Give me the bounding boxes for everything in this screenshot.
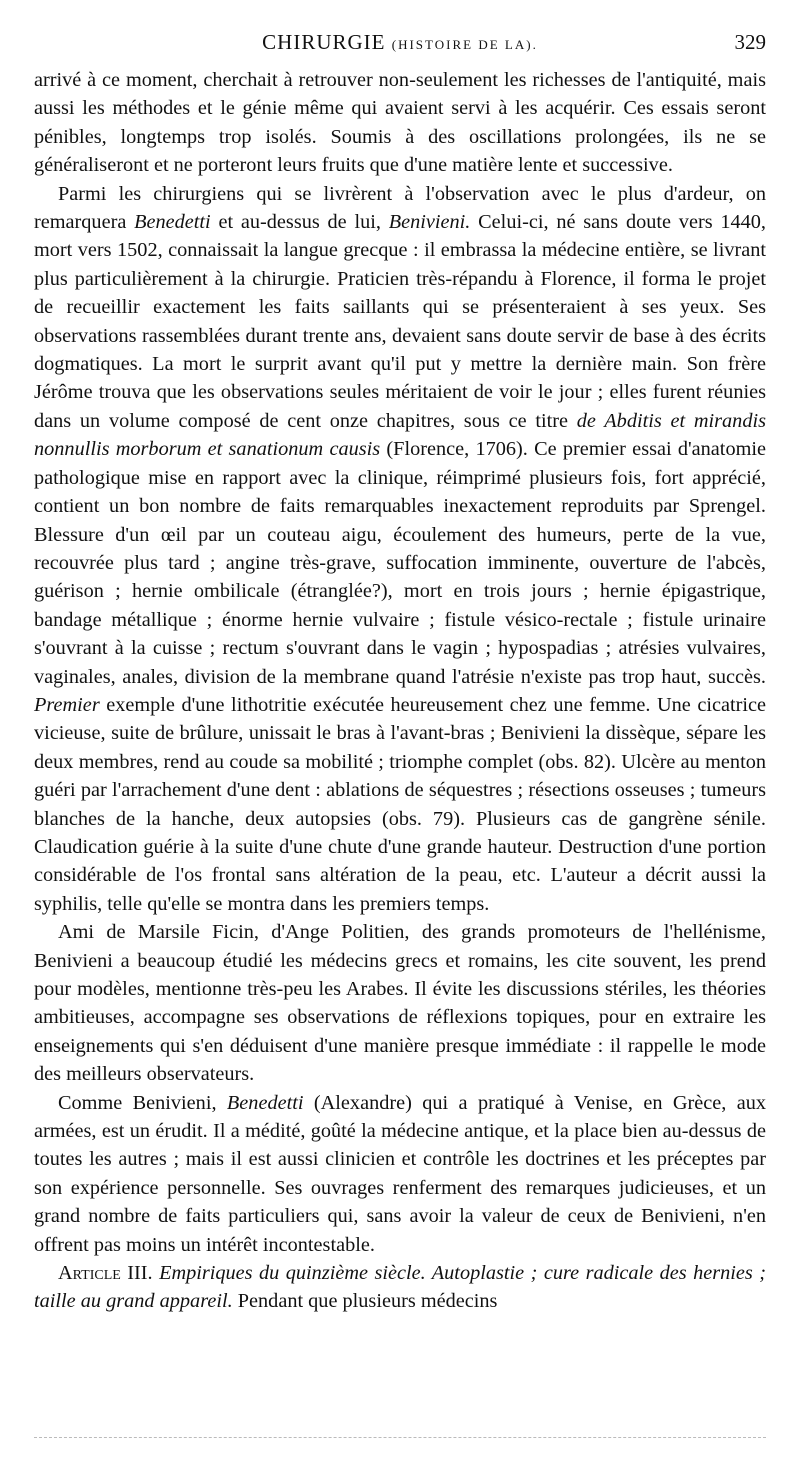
paragraph [34,180,766,919]
running-title [34,30,766,55]
text-run: et au-dessus de lui, [210,211,389,234]
text-run: (Florence, 1706). Ce premier essai d'anatomie pathologique mise en rapport avec la clinique, réimprimé plusieurs fois, fort apprécié, contient un bon nombre de faits remarquables inexactement reproduits par Sprengel. Blessure d'un œil par un couteau aigu, écoulement des humeurs, perte de la vue, recouvrée plus tard ; angine très-grave, suffocation imminente, ouverture de l'abcès, guérison ; hernie ombilicale (étranglée?), mort en trois jours ; hernie épigastrique, bandage métallique ; énorme hernie vulvaire ; fistule vésico-rectale ; fistule urinaire s'ouvrant à la cuisse ; rectum s'ouvrant dans le vagin ; hypospadias ; atrésies vulvaires, vaginales, anales, division de la membrane quand l'atrésie n'existe pas trop haut, succès. [34,438,766,688]
text-run: Parmi les chirurgiens qui se livrèrent à l'observation avec le plus d'ardeur, on remarquera [34,182,766,234]
footer-rule [34,1437,766,1440]
paragraph [34,66,766,180]
small-caps-text: Article III. [58,1262,153,1285]
text-run: arrivé à ce moment, cherchait à retrouver non-seulement les richesses de l'antiquité, mais aussi les méthodes et le génie même qui avaient servi à les acquérir. Ces essais seront pénibles, longtemps trop isolés. Soumis à des oscillations prolongées, ils ne se généraliseront et ne porteront leurs fruits que d'une matière lente et successive. [34,69,766,177]
italic-text: de Abditis et mirandis nonnullis morborum et sanationum causis [34,409,766,461]
paragraph [34,1089,766,1259]
italic-text: Premier [34,693,100,716]
italic-text: Benedetti [134,211,211,234]
page-header [34,30,766,60]
body-text [34,66,766,1316]
running-title-main: CHIRURGIE [262,30,386,54]
running-title-subtitle: (HISTOIRE DE LA). [391,37,538,52]
text-run: Comme Benivieni, [58,1091,227,1114]
text-run: Celui-ci, né sans doute vers 1440, mort vers 1502, connaissait la langue grecque : il embrassa la médecine entière, se livrant plus particulièrement à la chirurgie. Praticien très-répandu à Florence, il forma le projet de recueillir exactement les faits saillants qui se présenteraient à ses yeux. Ses observations rassemblées durant trente ans, devaient sans doute servir de base à des écrits dogmatiques. La mort le surprit avant qu'il put y mettre la dernière main. Son frère Jérôme trouva que les observations seules méritaient de voir le jour ; elles furent réunies dans un volume composé de cent onze chapitres, sous ce titre [34,211,766,432]
paragraph [34,918,766,1088]
text-run: (Alexandre) qui a pratiqué à Venise, en Grèce, aux armées, est un érudit. Il a médité, goûté la médecine antique, et la place bien au-dessus de toutes les autres ; mais il est aussi clinicien et contrôle les doctrines et les préceptes par son expérience personnelle. Ses ouvrages renferment des remarques judicieuses, et un grand nombre de faits particuliers qui, sans avoir la valeur de ceux de Benivieni, n'en offrent pas moins un intérêt incontestable. [34,1091,766,1256]
text-run: Ami de Marsile Ficin, d'Ange Politien, des grands promoteurs de l'hellénisme, Benivieni a beaucoup étudié les médecins grecs et romains, les cite souvent, les prend pour modèles, mentionne très-peu les Arabes. Il évite les discussions stériles, les théories ambitieuses, accompagne ses observations de réflexions topiques, pour en extraire les enseignements qui s'en déduisent d'une manière presque immédiate : il rappelle le mode des meilleurs observateurs. [34,921,766,1086]
page-number: 329 [734,30,766,54]
text-run: exemple d'une lithotritie exécutée heureusement chez une femme. Une cicatrice vicieuse, suite de brûlure, unissait le bras à l'avant-bras ; Benivieni la dissèque, sépare les deux membres, rend au coude sa mobilité ; triomphe complet (obs. 82). Ulcère au menton guéri par l'arrachement d'une dent : ablations de séquestres ; résections osseuses ; tumeurs blanches de la hanche, deux autopsies (obs. 79). Plusieurs cas de gangrène sénile. Claudication guérie à la suite d'une chute d'une grande hauteur. Destruction d'une portion considérable de l'os frontal sans altération de la peau, etc. L'auteur a décrit aussi la syphilis, telle qu'elle se montra dans les premiers temps. [34,693,766,915]
text-run: Pendant que plusieurs médecins [232,1290,498,1313]
paragraph [34,1259,766,1316]
italic-text: Benivieni. [388,211,471,234]
italic-text: Empiriques du quinzième siècle. Autoplastie ; cure radicale des hernies ; taille au grand appareil. [34,1262,767,1313]
italic-text: Benedetti [226,1091,304,1114]
